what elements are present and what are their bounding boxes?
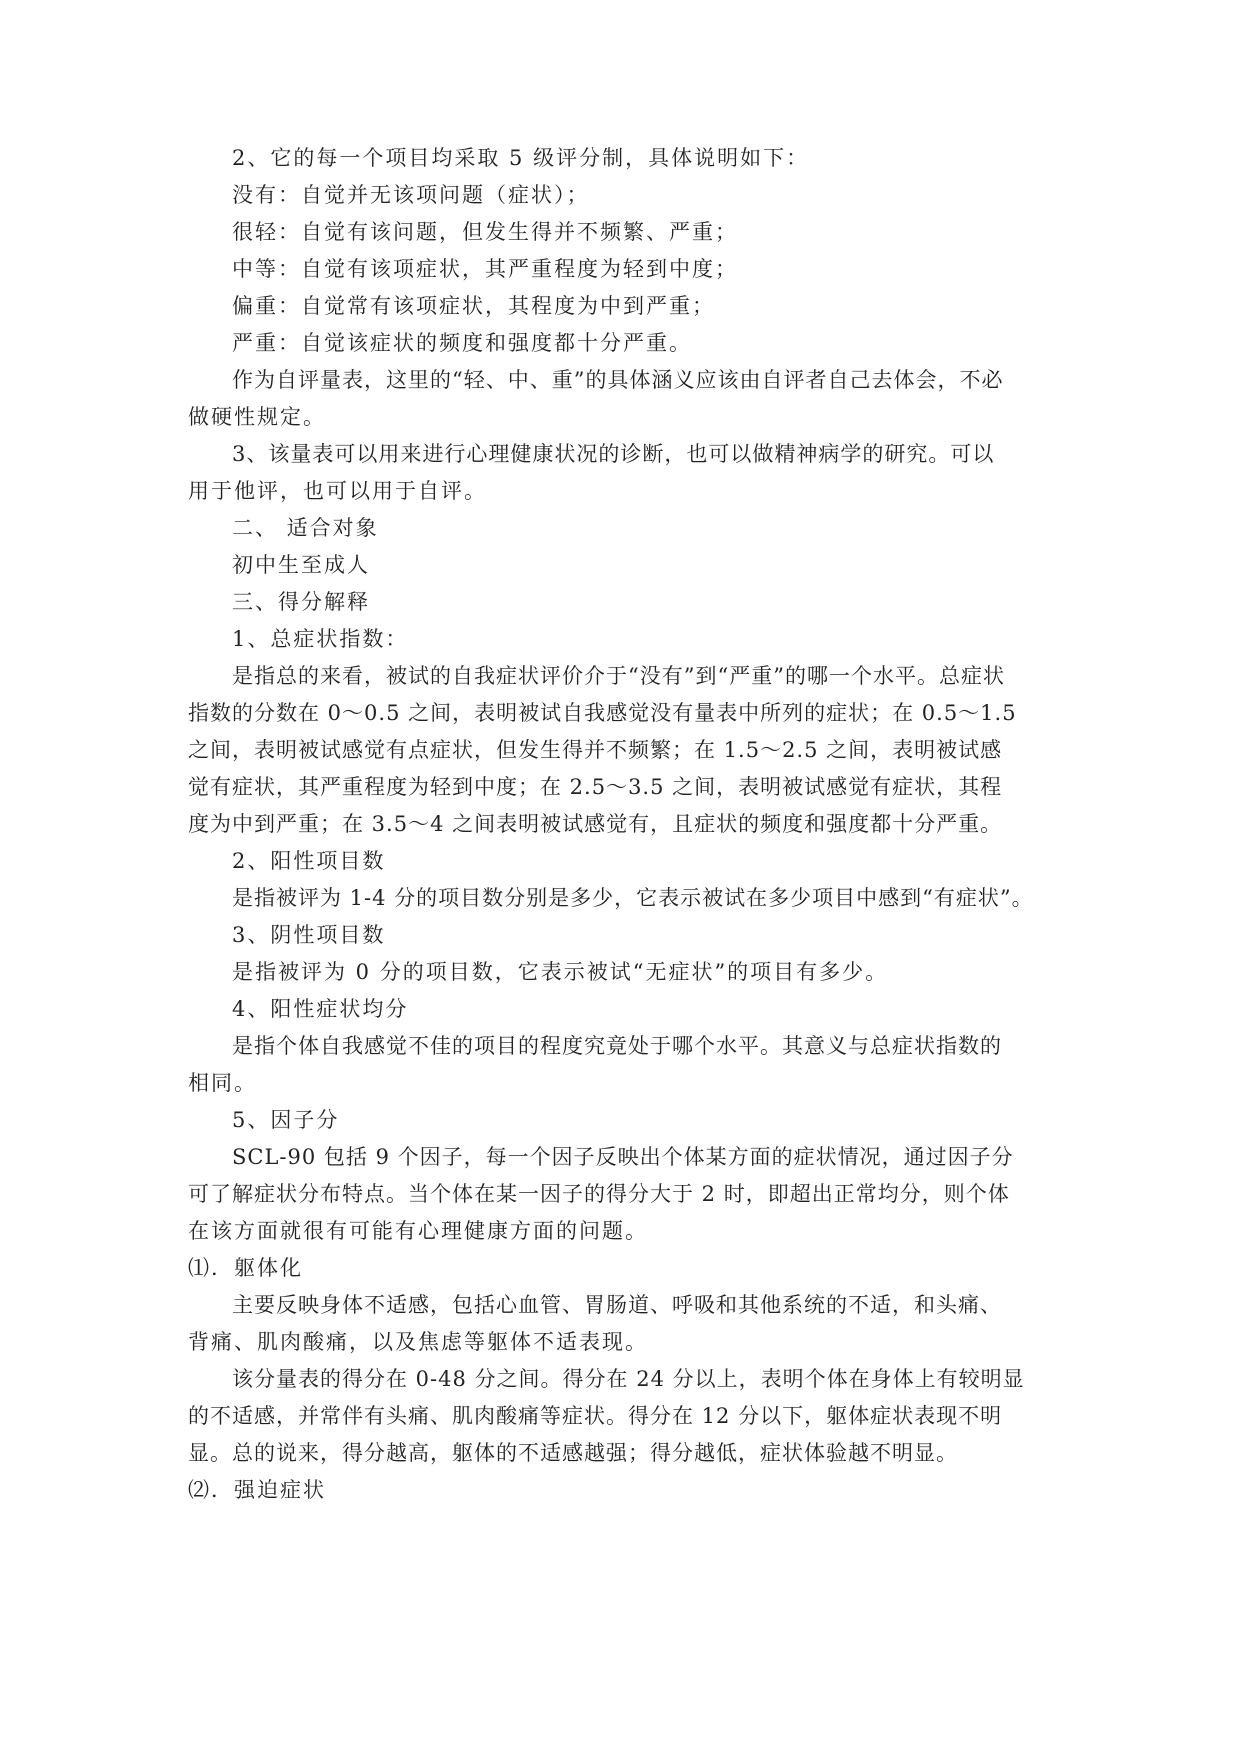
somatization-line1: 主要反映身体不适感，包括心血管、胃肠道、呼吸和其他系统的不适，和头痛、 [232, 1293, 1002, 1317]
total-index-line5: 度为中到严重；在 3.5～4 之间表明被试感觉有，且症状的频度和强度都十分严重。 [188, 812, 1003, 836]
positive-mean-line1: 是指个体自我感觉不佳的项目的程度究竟处于哪个水平。其意义与总症状指数的 [232, 1034, 1002, 1058]
paragraph-self-rating-line1: 作为自评量表，这里的“轻、中、重”的具体涵义应该由自评者自己去体会，不必 [232, 368, 1004, 392]
section-heading-target: 二、 适合对象 [232, 516, 379, 540]
section-heading-score-interpretation: 三、得分解释 [232, 590, 370, 614]
somatization-score-line3: 显。总的说来，得分越高，躯体的不适感越强；得分越低，症状体验越不明显。 [188, 1441, 958, 1465]
factor-score-line3: 在该方面就很有可能有心理健康方面的问题。 [188, 1219, 648, 1243]
factor-heading-somatization: ⑴．躯体化 [188, 1256, 303, 1280]
positive-mean-line2: 相同。 [188, 1071, 257, 1095]
paragraph-usage-line2: 用于他评，也可以用于自评。 [188, 479, 487, 503]
subheading-positive-items: 2、阳性项目数 [232, 849, 386, 873]
rating-moderate: 中等：自觉有该项症状，其严重程度为轻到中度； [232, 257, 738, 281]
subheading-total-symptom-index: 1、总症状指数： [232, 627, 409, 651]
total-index-line3: 之间，表明被试感觉有点症状，但发生得并不频繁；在 1.5～2.5 之间，表明被试感 [188, 738, 1003, 762]
total-index-line1: 是指总的来看，被试的自我症状评价介于“没有”到“严重”的哪一个水平。总症状 [232, 664, 1005, 688]
rating-severe: 严重：自觉该症状的频度和强度都十分严重。 [232, 331, 692, 355]
subheading-positive-symptom-mean: 4、阳性症状均分 [232, 997, 409, 1021]
negative-items-text: 是指被评为 0 分的项目数，它表示被试“无症状”的项目有多少。 [232, 960, 889, 984]
rating-none: 没有：自觉并无该项问题（症状）； [232, 183, 590, 207]
total-index-line4: 觉有症状，其严重程度为轻到中度；在 2.5～3.5 之间，表明被试感觉有症状，其程 [188, 775, 1003, 799]
subheading-negative-items: 3、阴性项目数 [232, 923, 386, 947]
factor-score-line1: SCL-90 包括 9 个因子，每一个因子反映出个体某方面的症状情况，通过因子分 [232, 1145, 1014, 1169]
rating-light: 很轻：自觉有该问题，但发生得并不频繁、严重； [232, 220, 738, 244]
target-audience: 初中生至成人 [232, 553, 370, 577]
factor-heading-obsessive-compulsive: ⑵．强迫症状 [188, 1478, 326, 1502]
paragraph-rating-scale: 2、它的每一个项目均采取 5 级评分制，具体说明如下： [232, 146, 810, 170]
total-index-line2: 指数的分数在 0～0.5 之间，表明被试自我感觉没有量表中所列的症状；在 0.5～1.5 [188, 701, 1017, 725]
subheading-factor-score: 5、因子分 [232, 1108, 340, 1132]
factor-score-line2: 可了解症状分布特点。当个体在某一因子的得分大于 2 时，即超出正常均分，则个体 [188, 1182, 1010, 1206]
paragraph-self-rating-line2: 做硬性规定。 [188, 405, 326, 429]
document-page [188, 140, 1048, 1509]
somatization-score-line1: 该分量表的得分在 0-48 分之间。得分在 24 分以上，表明个体在身体上有较明显 [232, 1367, 1025, 1391]
paragraph-usage-line1: 3、该量表可以用来进行心理健康状况的诊断，也可以做精神病学的研究。可以 [232, 442, 995, 466]
rating-fairly-severe: 偏重：自觉常有该项症状，其程度为中到严重； [232, 294, 715, 318]
positive-items-text: 是指被评为 1-4 分的项目数分别是多少，它表示被试在多少项目中感到“有症状”。 [232, 886, 1034, 910]
somatization-line2: 背痛、肌肉酸痛，以及焦虑等躯体不适表现。 [188, 1330, 648, 1354]
somatization-score-line2: 的不适感，并常伴有头痛、肌肉酸痛等症状。得分在 12 分以下，躯体症状表现不明 [188, 1404, 1003, 1428]
